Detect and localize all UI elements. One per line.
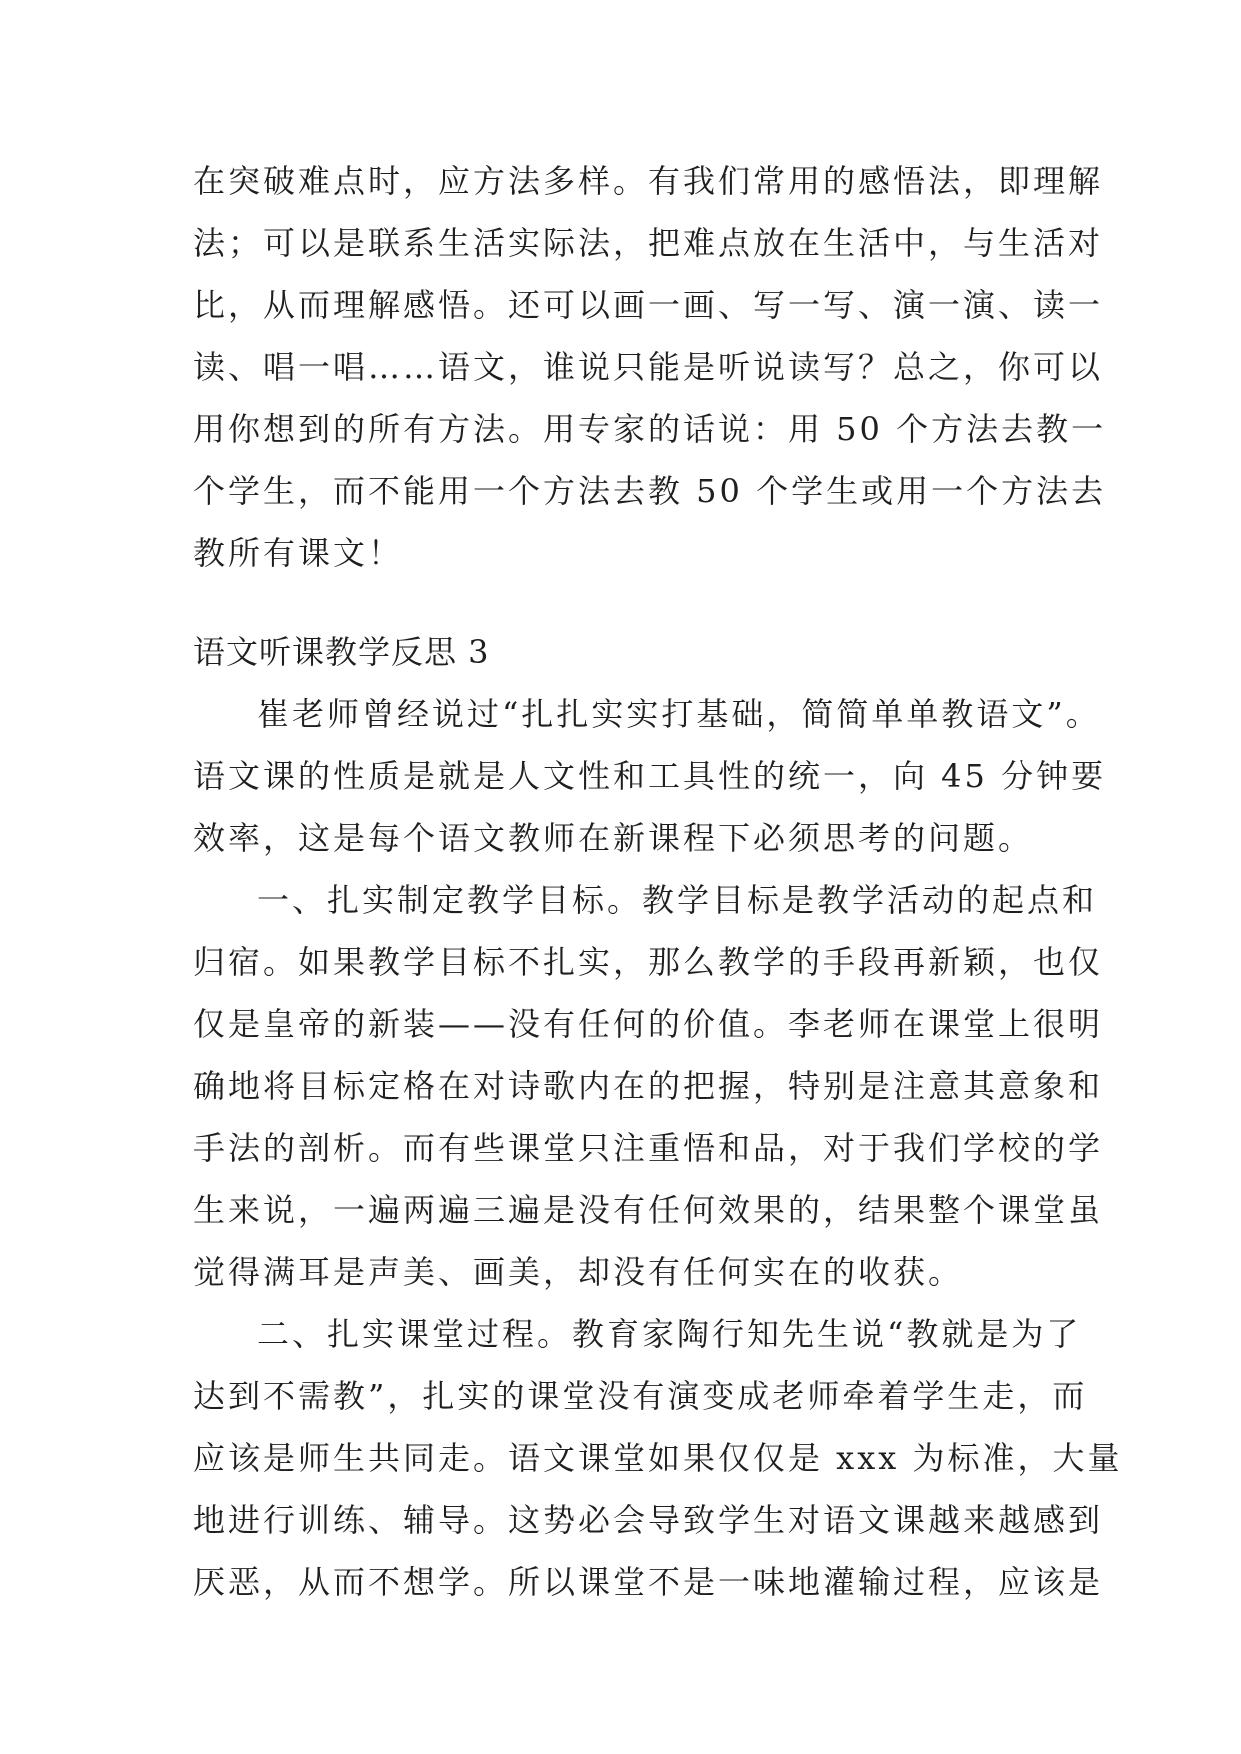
text-line: 厌恶，从而不想学。所以课堂不是一味地灌输过程，应该是 bbox=[193, 1563, 1104, 1601]
body-text bbox=[193, 683, 1123, 1613]
text-line: 仅是皇帝的新装——没有任何的价值。李老师在课堂上很明 bbox=[193, 1005, 1104, 1043]
text-line: 个学生，而不能用一个方法去教 50 个学生或用一个方法去 bbox=[193, 472, 1107, 510]
text-line: 在突破难点时，应方法多样。有我们常用的感悟法，即理解 bbox=[193, 162, 1104, 200]
text-line: 归宿。如果教学目标不扎实，那么教学的手段再新颖，也仅 bbox=[193, 943, 1104, 981]
text-line: 法；可以是联系生活实际法，把难点放在生活中，与生活对 bbox=[193, 224, 1104, 262]
paragraph-first-line: 二、扎实课堂过程。教育家陶行知先生说“教就是为了 bbox=[257, 1315, 1082, 1353]
intro-paragraph bbox=[193, 150, 1107, 584]
text-line: 觉得满耳是声美、画美，却没有任何实在的收获。 bbox=[193, 1253, 964, 1291]
text-line: 生来说，一遍两遍三遍是没有任何效果的，结果整个课堂虽 bbox=[193, 1191, 1104, 1229]
text-line: 读、唱一唱……语文，谁说只能是听说读写？总之，你可以 bbox=[193, 348, 1104, 386]
text-line: 效率，这是每个语文教师在新课程下必须思考的问题。 bbox=[193, 819, 1034, 857]
text-line: 应该是师生共同走。语文课堂如果仅仅是 xxx 为标准，大量 bbox=[193, 1439, 1123, 1477]
text-line: 手法的剖析。而有些课堂只注重悟和品，对于我们学校的学 bbox=[193, 1129, 1104, 1167]
text-line: 地进行训练、辅导。这势必会导致学生对语文课越来越感到 bbox=[193, 1501, 1104, 1539]
text-line: 教所有课文！ bbox=[193, 534, 404, 572]
text-line: 比，从而理解感悟。还可以画一画、写一写、演一演、读一 bbox=[193, 286, 1104, 324]
text-line: 达到不需教”，扎实的课堂没有演变成老师牵着学生走，而 bbox=[193, 1377, 1088, 1415]
section-title: 语文听课教学反思 3 bbox=[193, 633, 490, 671]
text-line: 确地将目标定格在对诗歌内在的把握，特别是注意其意象和 bbox=[193, 1067, 1104, 1105]
text-line: 语文课的性质是就是人文性和工具性的统一，向 45 分钟要 bbox=[193, 757, 1107, 795]
text-line: 用你想到的所有方法。用专家的话说：用 50 个方法去教一 bbox=[193, 410, 1107, 448]
paragraph-first-line: 崔老师曾经说过“扎扎实实打基础，简简单单教语文”。 bbox=[257, 695, 1101, 733]
paragraph-first-line: 一、扎实制定教学目标。教学目标是教学活动的起点和 bbox=[257, 881, 1098, 919]
